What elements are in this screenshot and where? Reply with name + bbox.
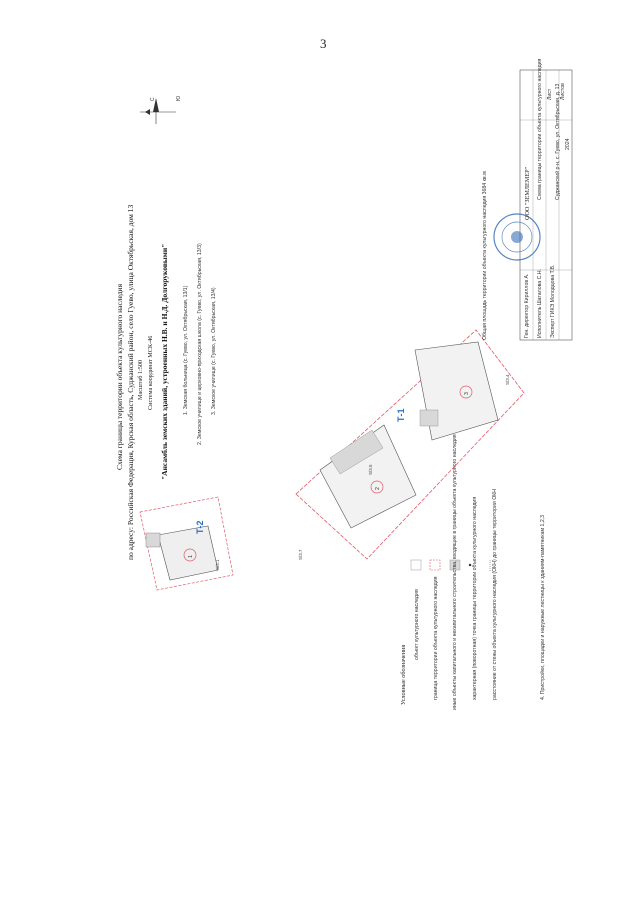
legend-item-4: характерная (поворотная) точка границы территории объекта культурного наследия: [472, 496, 478, 700]
stamp-row-3: Эксперт ГИКЭ Молодцова Т.В.: [550, 264, 556, 338]
object-item-2: 2. Земское училище и церковно-приходская школа (с. Гуево, ул. Октябрьская, 13/3): [197, 243, 203, 445]
territory-t2: [140, 497, 233, 590]
compass-south: Ю: [176, 95, 182, 101]
legend-item-5: расстояние от стены объекта культурного наследия (ОКН) до границы территории ОКН: [492, 488, 498, 700]
title-coord-system: Система координат МСК-46: [147, 335, 154, 410]
zone-label-t2: Т-2: [195, 520, 205, 534]
zone-label-t1: Т-1: [396, 408, 406, 422]
stamp-address: Суджанский р-н, с. Гуево, ул. Октябрьская, д. 13: [555, 83, 561, 200]
stamp-doc-title: Схема границы территории объекта культурного наследия: [537, 58, 543, 200]
object-item-1: 1. Земская больница (с. Гуево, ул. Октябрьская, 13/1): [183, 285, 189, 415]
page-number: 3: [320, 36, 327, 51]
stamp-company: ООО "ЗЕМЛЕМЕР": [524, 166, 531, 220]
stamp-sheet: Лист: [547, 88, 553, 100]
compass-north: С: [150, 97, 156, 101]
legend-note: 4. Пристройки, площадки и наружные лестницы к зданиям-памятникам 1,2,3: [540, 514, 546, 700]
ensemble-title: "Ансамбль земских зданий, устроенных Н.В. и Н.Д. Долгоруковыми": [160, 243, 169, 480]
legend-symbols: [411, 560, 490, 572]
object-marker-2: 2: [375, 487, 381, 490]
compass-icon: [140, 98, 176, 124]
stamp-sheets: Листов: [560, 83, 566, 100]
stamp-year: 2024: [565, 138, 571, 150]
legend-heading: Условные обозначения: [400, 644, 407, 705]
title-line1: Схема границы территории объекта культурного наследия: [115, 283, 124, 470]
territory-t1: [296, 330, 524, 559]
stamp-row-2: Исполнитель Шаталова С.Н.: [537, 269, 543, 338]
distance-label-3: S/3.4: [505, 374, 510, 385]
distance-label-4: S/3.7: [298, 549, 303, 560]
object-item-3: 3. Земское училище (с. Гуево, ул. Октябрьская, 13/4): [211, 287, 217, 415]
distance-label-1: S/3.1: [215, 559, 220, 570]
object-marker-1: 1: [188, 555, 194, 558]
object-marker-3: 3: [464, 392, 470, 395]
title-line2: по адресу: Российская Федерация, Курская область, Суджанский район, село Гуево, улица Октябрьская, дом 13: [126, 204, 135, 560]
legend-item-1: объект культурного наследия: [414, 589, 420, 660]
distance-label-2: S/3.5: [368, 464, 373, 475]
legend-item-3: иные объекты капитального и некапитального строительства, входящие в границы объекта культурного наследия: [452, 434, 458, 710]
title-scale: Масштаб 1:500: [137, 359, 144, 400]
legend-item-2: граница территории объекта культурного наследия: [433, 576, 439, 700]
stamp-caption: Общая площадь территории объекта культурного наследия 3684 кв.м: [482, 171, 488, 340]
stamp-row-1: Ген. директор Кириллов А.: [524, 273, 530, 338]
